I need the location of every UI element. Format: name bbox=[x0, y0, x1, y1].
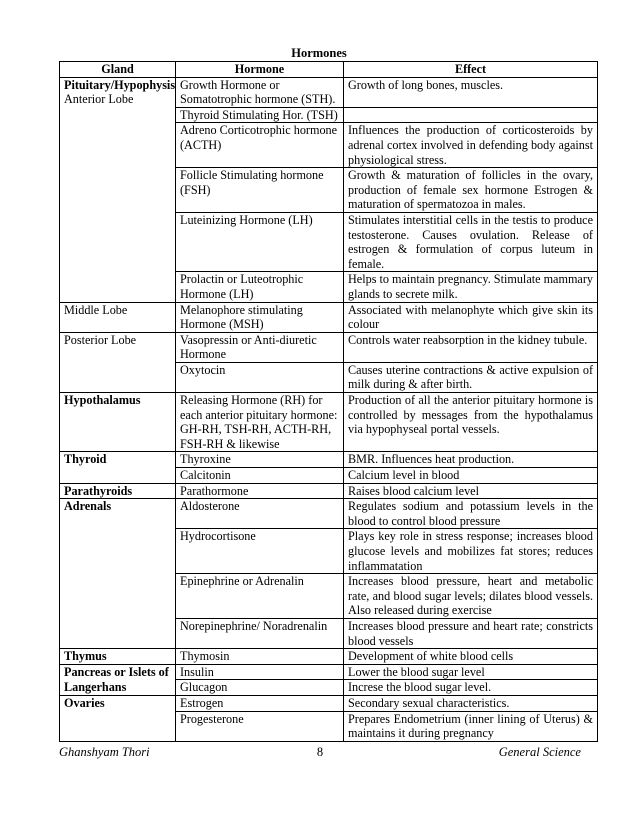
footer-subject: General Science bbox=[498, 745, 581, 759]
hormone-cell: Growth Hormone or Somatotrophic hormone (STH). bbox=[176, 77, 344, 107]
gland-cell: Hypothalamus bbox=[60, 393, 176, 452]
hormone-cell: Adreno Corticotrophic hormone (ACTH) bbox=[176, 123, 344, 168]
effect-cell: Lower the blood sugar level bbox=[344, 664, 598, 680]
footer-author: Ghanshyam Thori bbox=[59, 745, 150, 759]
effect-cell: Increases blood pressure and heart rate; constricts blood vessels bbox=[344, 618, 598, 648]
effect-cell: Calcium level in blood bbox=[344, 468, 598, 484]
gland-subname: Anterior Lobe bbox=[64, 92, 134, 107]
hormone-cell: Luteinizing Hormone (LH) bbox=[176, 212, 344, 271]
gland-cell: Thyroid bbox=[60, 452, 176, 483]
hormone-cell: Thymosin bbox=[176, 649, 344, 665]
table-row bbox=[60, 649, 598, 665]
header-gland: Gland bbox=[60, 62, 176, 78]
effect-cell: Production of all the anterior pituitary hormone is controlled by messages from the hypothalamus via hypophyseal portal vessels. bbox=[344, 393, 598, 452]
table-row bbox=[60, 452, 598, 468]
gland-cell bbox=[60, 77, 176, 302]
header-effect: Effect bbox=[344, 62, 598, 78]
effect-cell: Raises blood calcium level bbox=[344, 483, 598, 499]
hormone-cell: Parathormone bbox=[176, 483, 344, 499]
table-row bbox=[60, 393, 598, 452]
effect-cell: Increases blood pressure, heart and metabolic rate, and blood sugar levels; dilates blood vessels. Also released during exercise bbox=[344, 574, 598, 619]
effect-cell: Prepares Endometrium (inner lining of Uterus) & maintains it during pregnancy bbox=[344, 711, 598, 741]
effect-cell: Controls water reabsorption in the kidney tubule. bbox=[344, 332, 598, 362]
hormone-cell: Prolactin or Luteotrophic Hormone (LH) bbox=[176, 272, 344, 302]
hormones-table bbox=[59, 61, 598, 742]
header-hormone: Hormone bbox=[176, 62, 344, 78]
hormone-cell: Aldosterone bbox=[176, 499, 344, 529]
effect-cell: Helps to maintain pregnancy. Stimulate mammary glands to secrete milk. bbox=[344, 272, 598, 302]
footer-page-number: 8 bbox=[316, 745, 324, 759]
page-footer bbox=[59, 745, 581, 761]
effect-cell: Growth & maturation of follicles in the ovary, production of female sex hormone Estrogen & maturation of spermatozoa in males. bbox=[344, 168, 598, 213]
hormone-cell: Releasing Hormone (RH) for each anterior pituitary hormone: GH-RH, TSH-RH, ACTH-RH, FSH-RH & likewise bbox=[176, 393, 344, 452]
gland-name: Pituitary/Hypophysis bbox=[64, 77, 176, 92]
effect-cell: Increse the blood sugar level. bbox=[344, 680, 598, 696]
table-row bbox=[60, 332, 598, 362]
effect-cell: BMR. Influences heat production. bbox=[344, 452, 598, 468]
hormone-cell: Oxytocin bbox=[176, 362, 344, 392]
hormone-cell: Glucagon bbox=[176, 680, 344, 696]
effect-cell bbox=[344, 107, 598, 123]
hormone-cell: Thyroxine bbox=[176, 452, 344, 468]
hormone-cell: Insulin bbox=[176, 664, 344, 680]
gland-cell: Posterior Lobe bbox=[60, 332, 176, 392]
gland-cell: Thymus bbox=[60, 649, 176, 665]
table-row bbox=[60, 499, 598, 529]
hormone-cell: Vasopressin or Anti-diuretic Hormone bbox=[176, 332, 344, 362]
effect-cell: Secondary sexual characteristics. bbox=[344, 695, 598, 711]
effect-cell: Development of white blood cells bbox=[344, 649, 598, 665]
effect-cell: Plays key role in stress response; increases blood glucose levels and mobilizes fat stores; reduces inflammatation bbox=[344, 529, 598, 574]
effect-cell: Associated with melanophyte which give skin its colour bbox=[344, 302, 598, 332]
hormone-cell: Estrogen bbox=[176, 695, 344, 711]
effect-cell: Influences the production of corticosteroids by adrenal cortex involved in defending body against physiological stress. bbox=[344, 123, 598, 168]
gland-cell: Parathyroids bbox=[60, 483, 176, 499]
table-row bbox=[60, 680, 598, 696]
gland-cell: Langerhans bbox=[60, 680, 176, 696]
hormone-cell: Follicle Stimulating hormone (FSH) bbox=[176, 168, 344, 213]
gland-cell: Ovaries bbox=[60, 695, 176, 741]
effect-cell: Causes uterine contractions & active expulsion of milk during & after birth. bbox=[344, 362, 598, 392]
table-row bbox=[60, 483, 598, 499]
hormone-cell: Norepinephrine/ Noradrenalin bbox=[176, 618, 344, 648]
table-row bbox=[60, 302, 598, 332]
table-row bbox=[60, 695, 598, 711]
hormone-cell: Epinephrine or Adrenalin bbox=[176, 574, 344, 619]
gland-cell: Adrenals bbox=[60, 499, 176, 649]
hormone-cell: Melanophore stimulating Hormone (MSH) bbox=[176, 302, 344, 332]
hormone-cell: Calcitonin bbox=[176, 468, 344, 484]
page-title: Hormones bbox=[291, 46, 347, 60]
table-row bbox=[60, 77, 598, 107]
hormone-cell: Progesterone bbox=[176, 711, 344, 741]
table-row bbox=[60, 664, 598, 680]
effect-cell: Regulates sodium and potassium levels in the blood to control blood pressure bbox=[344, 499, 598, 529]
gland-cell: Middle Lobe bbox=[60, 302, 176, 332]
hormone-cell: Hydrocortisone bbox=[176, 529, 344, 574]
gland-cell: Pancreas or Islets of bbox=[60, 664, 176, 680]
hormone-cell: Thyroid Stimulating Hor. (TSH) bbox=[176, 107, 344, 123]
table-header-row bbox=[60, 62, 598, 78]
effect-cell: Growth of long bones, muscles. bbox=[344, 77, 598, 107]
effect-cell: Stimulates interstitial cells in the testis to produce testosterone. Causes ovulation. Release of estrogen & formulation of corpus luteum in female. bbox=[344, 212, 598, 271]
